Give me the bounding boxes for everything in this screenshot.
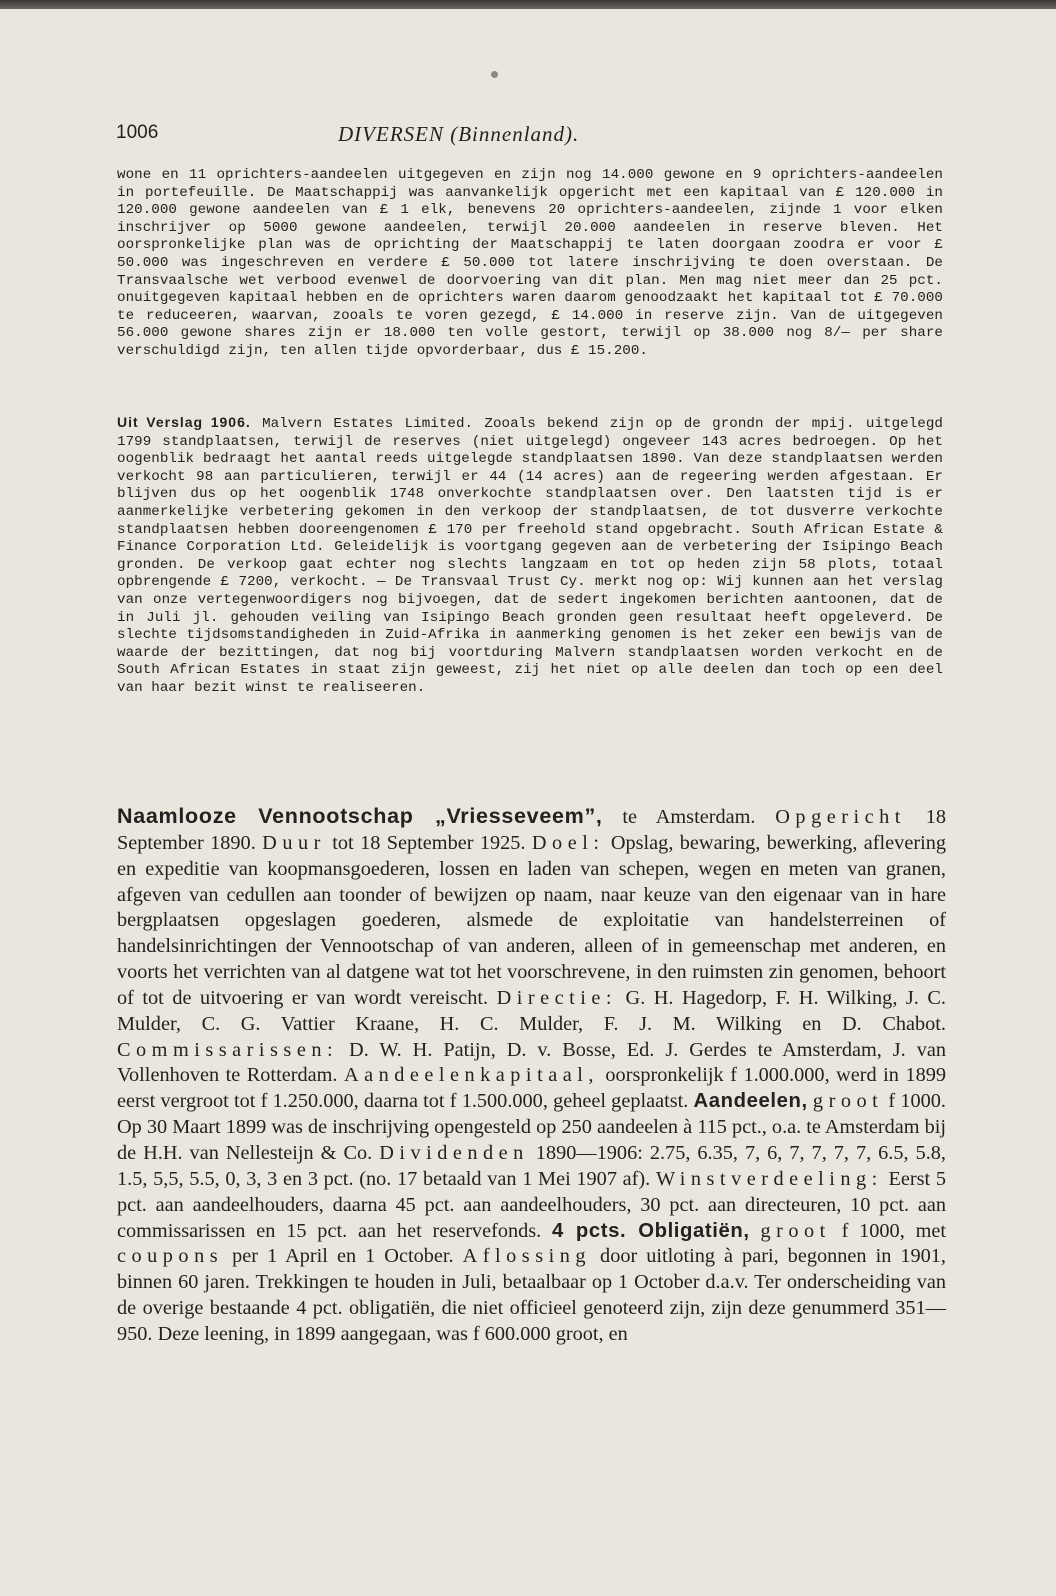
label-aandeelenkapitaal: Aandeelenkapitaal, — [343, 1064, 599, 1087]
company-name: Naamlooze Vennootschap „Vriesseveem”, — [117, 804, 603, 828]
text-segment: 18 September 1890. — [117, 806, 946, 854]
label-winstverdeeling: Winstverdeeling: — [655, 1167, 883, 1190]
label-commissarissen: Commissarissen: — [117, 1038, 339, 1061]
bold-obligatien: 4 pcts. Obligatiën, — [552, 1219, 750, 1242]
text-segment: Eerst 5 pct. aan aandeelhouders, daarna 45 pct. aan aandeelhouders, 30 pct. aan directeuren, 10 pct. aan commissarissen en 15 pct. aan het reservefonds. — [117, 1167, 946, 1242]
text-segment: Opslag, bewaring, bewerking, aflevering en expeditie van koopmansgoederen, lossen en laden van schepen, wegen en meten van granen, afgeven van cedullen aan toonder of bewijzen op naam, naar keuze van den eigenaar van in hare bergplaatsen opgeslagen goederen, alsmede de exploitatie van handelsterreinen of handelsinrichtingen der Vennootschap of van anderen, alleen of in gemeenschap met anderen, en voorts het verrichten van al datgene wat tot het voorschrevene, in den ruimsten zin genomen, behoort of tot de uitvoering er van wordt vereischt. — [117, 831, 946, 1009]
text-segment: G. H. Hagedorp, F. H. Wilking, J. C. Mulder, C. G. Vattier Kraane, H. C. Mulder, F. J. M. Wilking en D. Chabot. — [117, 986, 946, 1035]
label-groot: groot — [760, 1219, 831, 1242]
entry-body — [117, 804, 946, 1348]
text-segment: door uitloting à pari, begonnen in 1901, binnen 60 jaren. Trekkingen te houden in Juli, betaalbaar op 1 October d.a.v. Ter onderscheiding van de overige bestaande 4 pct. obligatiën, die niet officieel genoteerd zijn, zijn deze genummerd 351—950. Deze leening, in 1899 aangegaan, was f 600.000 groot, en — [117, 1245, 947, 1345]
label-coupons: coupons — [117, 1245, 224, 1268]
text-segment: f 1000, met — [830, 1219, 946, 1242]
page-header — [116, 122, 956, 148]
label-dividenden: Dividenden — [379, 1141, 529, 1164]
text-segment: tot 18 September 1925. — [325, 831, 532, 854]
text-segment: oorspronkelijk f 1.000.000, werd in 1899 eerst vergroot tot f 1.250.000, daarna tot f 1.500.000, geheel geplaatst. — [117, 1064, 946, 1113]
bold-aandeelen: Aandeelen, — [693, 1090, 808, 1113]
paragraph-text: wone en 11 oprichters-aandeelen uitgegeven en zijn nog 14.000 gewone en 9 oprichters-aandeelen in portefeuille. De Maatschappij was aanvankelijk opgericht met een kapitaal van £ 120.000 in 120.000 gewone aandeelen van £ 1 elk, benevens 20 oprichters-aandeelen, zijnde 1 voor elken inschrijver op 5000 gewone aandeelen, terwijl 20.000 aandeelen in reserve bleven. Het oorspronkelijke plan was de oprichting der Maatschappij te laten doorgaan zoodra er voor £ 50.000 was ingeschreven en verdere £ 50.000 tot latere inschrijving te doen overstaan. De Transvaalsche wet verbood evenwel de doorvoering van dit plan. Men mag niet meer dan 25 pct. onuitgegeven kapitaal hebben en de oprichters waren daarom genoodzaakt het kapitaal tot £ 70.000 te reduceeren, waarvan, zooals te voren gezegd, £ 14.000 in reserve zijn. Van de uitgegeven 56.000 gewone shares zijn er 18.000 ten volle gestort, terwijl op 38.000 nog 8/— per share verschuldigd zijn, ten allen tijde opvorderbaar, dus £ 15.200. — [117, 167, 943, 359]
scan-mark — [491, 71, 498, 78]
label-directie: Directie: — [496, 986, 618, 1009]
label-duur: Duur — [262, 831, 326, 854]
section-lead: Uit Verslag 1906. — [117, 414, 251, 430]
paragraph-verslag-1906 — [117, 414, 943, 698]
label-aflossing: Aflossing — [462, 1245, 592, 1268]
page-number: 1006 — [116, 122, 159, 143]
scan-top-edge — [0, 0, 1056, 9]
paragraph-text: Malvern Estates Limited. Zooals bekend zijn op de grondn der mpij. uitgelegd 1799 standplaatsen, terwijl de reserves (niet uitgelegd) ongeveer 143 acres bedroegen. Op het oogenblik bedraagt het aantal reeds uitgelegde standplaatsen 1890. Van deze standplaatsen werden verkocht 98 aan particulieren, terwijl er 44 (14 acres) aan de regeering werden afgestaan. Er blijven dus op het oogenblik 1748 onverkochte standplaatsen over. Den laatsten tijd is er aanmerkelijke verbetering gekomen in den verkoop der standplaatsen, de tot dusverre verkochte standplaatsen hebben dooreengenomen £ 170 per freehold stand opgebracht. South African Estate & Finance Corporation Ltd. Geleidelijk is voortgang gegeven aan de verbetering der Isipingo Beach gronden. De verkoop gaat echter nog slechts langzaam en tot op heden zijn 58 plots, totaal opbrengende £ 7200, verkocht. — De Transvaal Trust Cy. merkt nog op: Wij kunnen aan het verslag van onze vertegenwoordigers nog bijvoegen, dat de sedert ingekomen berichten aantoonen, dat de in Juli jl. gehouden veiling van Isipingo Beach gronden geen resultaat heeft opgeleverd. De slechte tijdsomstandigheden in Zuid-Afrika in aanmerking genomen is het zeker een bewijs van de waarde der bezittingen, dat nog bij voortduring Malvern standplaatsen worden verkocht en de South African Estates in staat zijn geweest, zij het niet op alle deelen dan toch op een deel van haar bezit winst te realiseeren. — [117, 416, 943, 696]
text-segment: f 1000. Op 30 Maart 1899 was de inschrijving opengesteld op 250 aandeelen à 115 pct., o.a. te Amsterdam bij de H.H. van Nellesteijn & Co. — [117, 1090, 946, 1164]
paragraph-body — [117, 414, 943, 698]
text-segment: te Amsterdam. — [602, 806, 776, 828]
label-groot: groot — [812, 1090, 884, 1113]
text-segment: 1890—1906: 2.75, 6.35, 7, 6, 7, 7, 7, 7, 6.5, 5.8, 1.5, 5,5, 5.5, 0, 3, 3 en 3 pct. (no. 17 betaald van 1 Mei 1907 af). — [117, 1141, 946, 1190]
text-segment: D. W. H. Patijn, D. v. Bosse, Ed. J. Gerdes te Amsterdam, J. van Vollenhoven te Rotterdam. — [117, 1038, 946, 1087]
running-title: DIVERSEN (Binnenland). — [338, 122, 580, 146]
text-segment: per 1 April en 1 October. — [223, 1245, 463, 1268]
paragraph-small-top — [117, 167, 943, 361]
company-entry-vriesseveem — [117, 804, 946, 1348]
label-doel: Doel: — [531, 831, 605, 854]
label-opgericht: Opgericht — [775, 806, 906, 828]
